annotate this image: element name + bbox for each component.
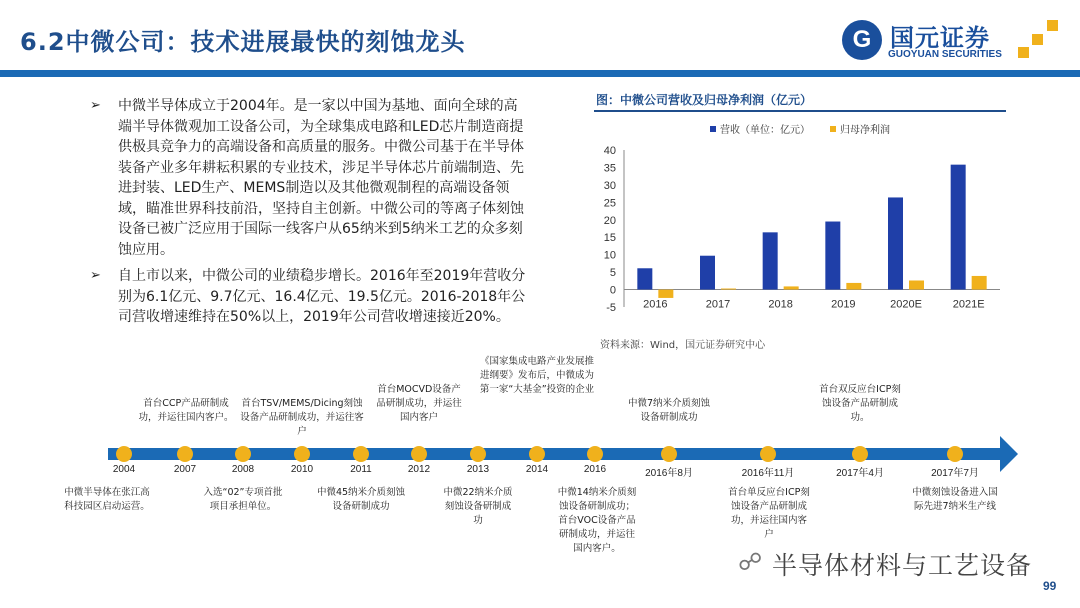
y-tick-label: 20 — [603, 214, 616, 227]
timeline-year: 2017年4月 — [836, 468, 884, 479]
timeline-year: 2012 — [407, 464, 431, 475]
logo-decor-square — [1018, 47, 1029, 58]
chart-source: 资料来源：Wind，国元证券研究中心 — [600, 340, 766, 351]
timeline-event-below: 中微14纳米介质刻蚀设备研制成功；首台VOC设备产品研制成功，并运往国内客户。 — [557, 487, 637, 554]
timeline-dot — [852, 446, 868, 462]
bullet-text: 中微半导体成立于2004年。是一家以中国为基地、面向全球的高端半导体微观加工设备公司，为全球集成电路和LED芯片制造商提供极具竞争力的高端设备和高质量的服务。中微公司基于在半导体装备产业多年耕耘积累的专业技术，涉足半导体芯片前端制造、先进封装、LED生产、MEMS制造以及其他微观制程的高端设备领域，瞄准世界科技前沿，坚持自主创新。中微公司的等离子体刻蚀设备已被广泛应用于国际一线客户从65纳米到5纳米工艺的众多刻蚀应用。 — [118, 98, 524, 258]
profit-bar — [721, 289, 736, 290]
profit-bar — [846, 283, 861, 290]
x-tick-label: 2021E — [952, 298, 985, 311]
timeline-dot — [411, 446, 427, 462]
page-title: 6.2中微公司：技术进展最快的刻蚀龙头 — [20, 28, 466, 56]
timeline-year: 2016年8月 — [645, 468, 693, 479]
header-divider — [0, 70, 1080, 77]
timeline-dot — [587, 446, 603, 462]
timeline-year: 2008 — [231, 464, 255, 475]
watermark-text: 半导体材料与工艺设备 — [772, 551, 1033, 580]
timeline-arrow — [0, 420, 1080, 488]
x-tick-label: 2020E — [890, 298, 922, 311]
timeline-year: 2010 — [290, 464, 314, 475]
logo-decor-square — [1032, 34, 1043, 45]
timeline-dot — [760, 446, 776, 462]
timeline-year: 2017年7月 — [931, 468, 979, 479]
profit-bar — [909, 280, 924, 289]
profit-bar — [784, 286, 799, 289]
revenue-bar — [825, 222, 840, 290]
bullet-item — [90, 96, 530, 260]
y-tick-label: 25 — [603, 197, 616, 210]
legend-label: 营收（单位：亿元） — [720, 125, 810, 136]
timeline-year: 2011 — [350, 464, 372, 475]
legend-swatch — [830, 126, 836, 132]
timeline-year: 2004 — [112, 464, 136, 475]
timeline-dot — [470, 446, 486, 462]
revenue-profit-chart — [590, 112, 1010, 334]
profit-bar — [972, 276, 987, 290]
timeline-dot — [353, 446, 369, 462]
bullet-arrow-icon: ➢ — [90, 98, 101, 113]
wechat-icon: ☍ — [738, 548, 763, 576]
timeline-dot — [294, 446, 310, 462]
chart-title: 图：中微公司营收及归母净利润（亿元） — [596, 93, 813, 107]
revenue-bar — [951, 165, 966, 290]
timeline-event-above: 首台双反应台ICP刻蚀设备产品研制成功。 — [819, 384, 901, 423]
guoyuan-logo-icon: G — [842, 20, 882, 60]
timeline-event-below: 中微刻蚀设备进入国际先进7纳米生产线 — [912, 487, 998, 512]
y-tick-label: 0 — [609, 284, 616, 297]
timeline-dot — [661, 446, 677, 462]
timeline-event-above: 中微7纳米介质刻蚀设备研制成功 — [627, 398, 711, 423]
x-tick-label: 2018 — [768, 298, 793, 311]
legend-label: 归母净利润 — [840, 125, 890, 136]
logo-decor-square — [1047, 20, 1058, 31]
timeline-dot — [947, 446, 963, 462]
revenue-bar — [637, 268, 652, 289]
revenue-bar — [888, 197, 903, 289]
timeline-event-below: 中微22纳米介质刻蚀设备研制成功 — [443, 487, 513, 526]
x-tick-label: 2019 — [831, 298, 856, 311]
timeline-year: 2016 — [583, 464, 607, 475]
y-tick-label: 10 — [603, 249, 616, 262]
logo-en-name: GUOYUAN SECURITIES — [888, 49, 1002, 60]
y-tick-label: 40 — [603, 145, 616, 157]
timeline-dot — [235, 446, 251, 462]
y-tick-label: 30 — [603, 179, 616, 192]
x-tick-label: 2016 — [643, 298, 668, 311]
bullet-list — [90, 96, 530, 334]
timeline-dot — [116, 446, 132, 462]
timeline-event-below: 首台单反应台ICP刻蚀设备产品研制成功，并运往国内客户 — [728, 487, 810, 540]
timeline-arrowhead — [1000, 436, 1018, 472]
timeline-event-below: 中微半导体在张江高科技园区启动运营。 — [64, 487, 150, 512]
legend-swatch — [710, 126, 716, 132]
timeline-dot — [177, 446, 193, 462]
timeline-event-above: 首台CCP产品研制成功，并运往国内客户。 — [138, 398, 234, 423]
page-number: 99 — [1043, 579, 1057, 593]
y-tick-label: 5 — [609, 267, 616, 280]
timeline-event-above: 首台TSV/MEMS/Dicing刻蚀设备产品研制成功，并运往客户 — [240, 398, 364, 437]
bullet-item — [90, 266, 530, 328]
timeline-year: 2013 — [466, 464, 490, 475]
timeline-year: 2007 — [173, 464, 197, 475]
timeline-dot — [529, 446, 545, 462]
x-tick-label: 2017 — [705, 298, 731, 311]
timeline-event-above: 《国家集成电路产业发展推进纲要》发布后，中微成为第一家“大基金”投资的企业 — [479, 356, 595, 395]
bullet-text: 自上市以来，中微公司的业绩稳步增长。2016年至2019年营收分别为6.1亿元、9.7亿元、16.4亿元、19.5亿元。2016-2018年公司营收增速维持在50%以上，2019年公司营收增速接近20%。 — [118, 268, 526, 325]
timeline-event-below: 中微45纳米介质刻蚀设备研制成功 — [316, 487, 406, 512]
revenue-bar — [763, 232, 778, 289]
timeline-year: 2016年11月 — [741, 468, 795, 479]
profit-bar — [658, 290, 673, 298]
timeline-year: 2014 — [525, 464, 549, 475]
logo-name: 国元证券 — [890, 24, 990, 52]
timeline-event-below: 入选“02”专项首批项目承担单位。 — [203, 487, 283, 512]
y-tick-label: 35 — [603, 162, 616, 175]
y-tick-label: 15 — [603, 232, 616, 245]
timeline-event-above: 首台MOCVD设备产品研制成功，并运往国内客户 — [376, 384, 462, 423]
revenue-bar — [700, 256, 715, 290]
y-tick-label: -5 — [606, 302, 616, 314]
bullet-arrow-icon: ➢ — [90, 268, 101, 283]
